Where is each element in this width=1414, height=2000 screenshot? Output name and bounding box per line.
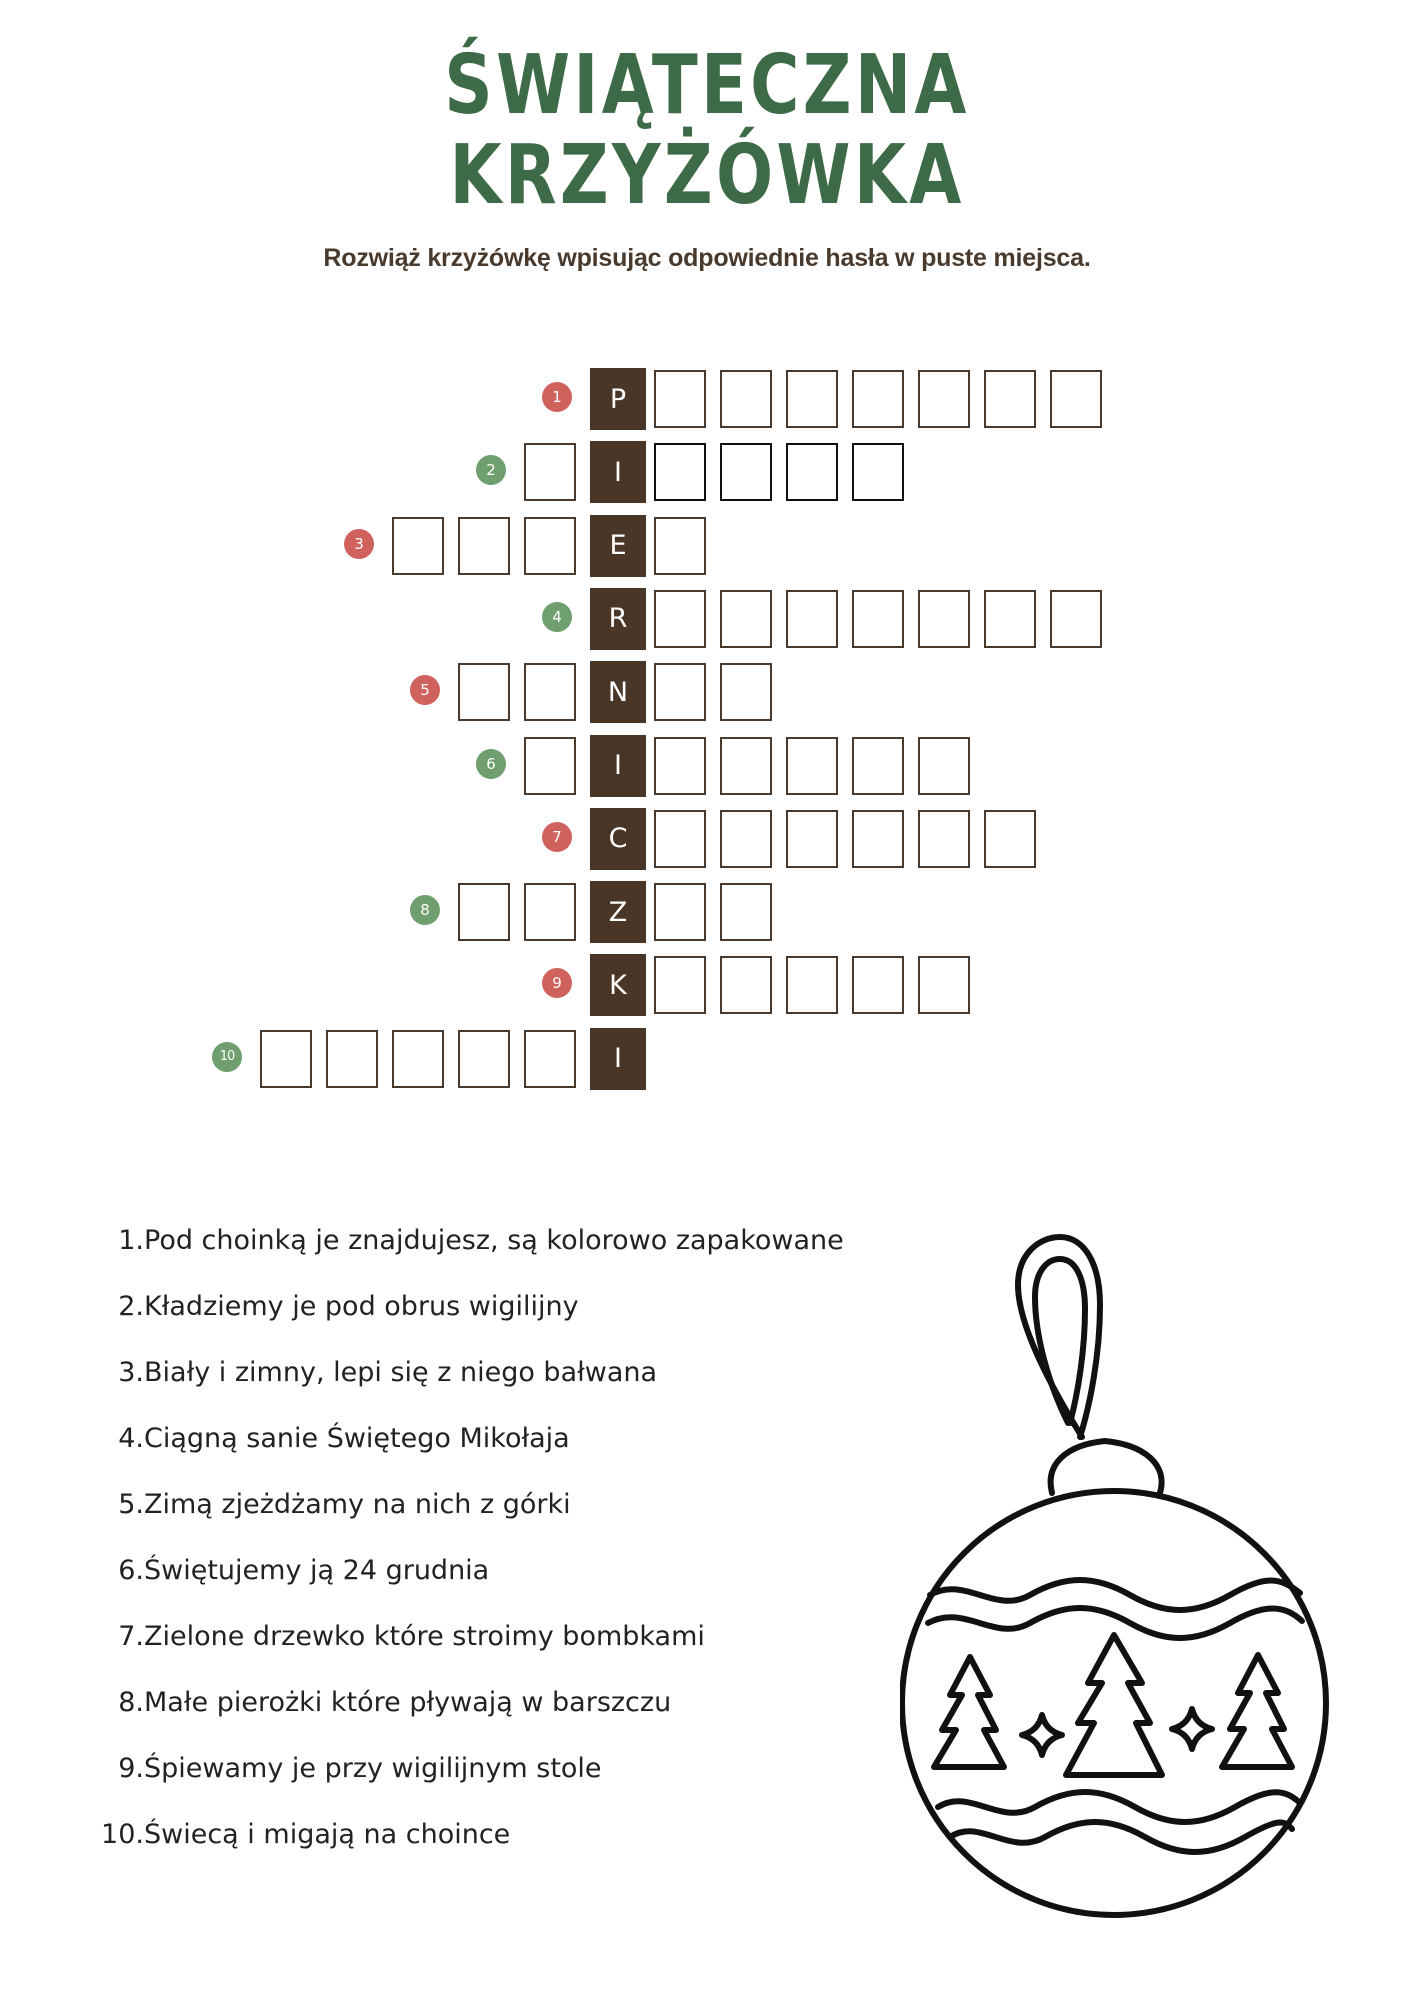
answer-cell[interactable] [918,370,970,428]
answer-cell[interactable] [654,956,706,1014]
page-title-line-2: KRZYŻÓWKA [449,128,965,223]
answer-cell[interactable] [984,590,1036,648]
keyword-letter-cell: E [590,515,646,577]
answer-cell[interactable] [524,737,576,795]
clue-number: 2. [118,1291,144,1322]
answer-cell[interactable] [786,590,838,648]
page-title-line-1: ŚWIĄTECZNA [444,38,970,133]
answer-cell[interactable] [984,370,1036,428]
clue-number-badge: 8 [410,895,440,925]
clue-item [95,1274,844,1340]
answer-cell[interactable] [720,737,772,795]
answer-cell[interactable] [524,883,576,941]
clue-text: Małe pierożki które pływają w barszczu [144,1687,672,1718]
answer-cell[interactable] [524,663,576,721]
answer-cell[interactable] [720,443,772,501]
answer-cell[interactable] [524,443,576,501]
clue-item [95,1340,844,1406]
answer-cell[interactable] [918,810,970,868]
answer-cell[interactable] [786,810,838,868]
clue-text: Biały i zimny, lepi się z niego bałwana [144,1357,658,1388]
answer-cell[interactable] [654,370,706,428]
answer-cell[interactable] [524,517,576,575]
answer-cell[interactable] [654,517,706,575]
answer-cell[interactable] [786,737,838,795]
answer-cell[interactable] [720,590,772,648]
keyword-letter-cell: P [590,368,646,430]
clue-item [95,1406,844,1472]
clue-text: Zimą zjeżdżamy na nich z górki [144,1489,571,1520]
keyword-letter-cell: Z [590,881,646,943]
christmas-ornament-icon [900,1215,1350,1935]
answer-cell[interactable] [392,517,444,575]
clue-number: 6. [118,1555,144,1586]
clue-number-badge: 1 [542,382,572,412]
clue-number: 9. [118,1753,144,1784]
answer-cell[interactable] [1050,590,1102,648]
clue-number: 10. [101,1819,144,1850]
clue-number-badge: 2 [476,455,506,485]
clue-number-badge: 7 [542,822,572,852]
clue-number-badge: 6 [476,749,506,779]
answer-cell[interactable] [852,810,904,868]
clue-text: Zielone drzewko które stroimy bombkami [144,1621,705,1652]
clue-list [95,1208,844,1868]
answer-cell[interactable] [786,443,838,501]
answer-cell[interactable] [1050,370,1102,428]
answer-cell[interactable] [786,956,838,1014]
clue-text: Kładziemy je pod obrus wigilijny [144,1291,579,1322]
answer-cell[interactable] [720,370,772,428]
answer-cell[interactable] [654,737,706,795]
answer-cell[interactable] [260,1030,312,1088]
clue-text: Ciągną sanie Świętego Mikołaja [144,1423,570,1454]
keyword-letter-cell: I [590,735,646,797]
clue-text: Pod choinką je znajdujesz, są kolorowo zapakowane [144,1225,844,1256]
clue-number: 7. [118,1621,144,1652]
clue-number: 5. [118,1489,144,1520]
instructions: Rozwiąż krzyżówkę wpisując odpowiednie hasła w puste miejsca. [323,244,1091,272]
answer-cell[interactable] [984,810,1036,868]
clue-number-badge: 5 [410,675,440,705]
clue-text: Świętujemy ją 24 grudnia [144,1555,490,1586]
answer-cell[interactable] [720,883,772,941]
keyword-letter-cell: C [590,808,646,870]
answer-cell[interactable] [654,443,706,501]
clue-number: 3. [118,1357,144,1388]
clue-number-badge: 3 [344,529,374,559]
answer-cell[interactable] [458,663,510,721]
clue-number-badge: 4 [542,602,572,632]
answer-cell[interactable] [654,590,706,648]
clue-item [95,1670,844,1736]
keyword-letter-cell: I [590,441,646,503]
clue-text: Śpiewamy je przy wigilijnym stole [144,1753,602,1784]
answer-cell[interactable] [786,370,838,428]
answer-cell[interactable] [458,517,510,575]
answer-cell[interactable] [654,810,706,868]
answer-cell[interactable] [852,370,904,428]
answer-cell[interactable] [654,663,706,721]
answer-cell[interactable] [918,956,970,1014]
clue-number: 8. [118,1687,144,1718]
clue-text: Świecą i migają na choince [144,1819,511,1850]
answer-cell[interactable] [458,1030,510,1088]
answer-cell[interactable] [852,956,904,1014]
clue-item [95,1538,844,1604]
answer-cell[interactable] [852,443,904,501]
keyword-letter-cell: N [590,661,646,723]
clue-number: 4. [118,1423,144,1454]
answer-cell[interactable] [392,1030,444,1088]
clue-item [95,1736,844,1802]
clue-number-badge: 9 [542,968,572,998]
answer-cell[interactable] [852,737,904,795]
clue-number: 1. [118,1225,144,1256]
answer-cell[interactable] [654,883,706,941]
clue-item [95,1208,844,1274]
answer-cell[interactable] [720,663,772,721]
answer-cell[interactable] [524,1030,576,1088]
answer-cell[interactable] [852,590,904,648]
keyword-letter-cell: K [590,954,646,1016]
answer-cell[interactable] [720,956,772,1014]
keyword-letter-cell: R [590,588,646,650]
keyword-letter-cell: I [590,1028,646,1090]
answer-cell[interactable] [918,590,970,648]
clue-item [95,1802,844,1868]
answer-cell[interactable] [458,883,510,941]
clue-item [95,1604,844,1670]
answer-cell[interactable] [720,810,772,868]
clue-item [95,1472,844,1538]
answer-cell[interactable] [918,737,970,795]
answer-cell[interactable] [326,1030,378,1088]
clue-number-badge: 10 [212,1042,242,1072]
